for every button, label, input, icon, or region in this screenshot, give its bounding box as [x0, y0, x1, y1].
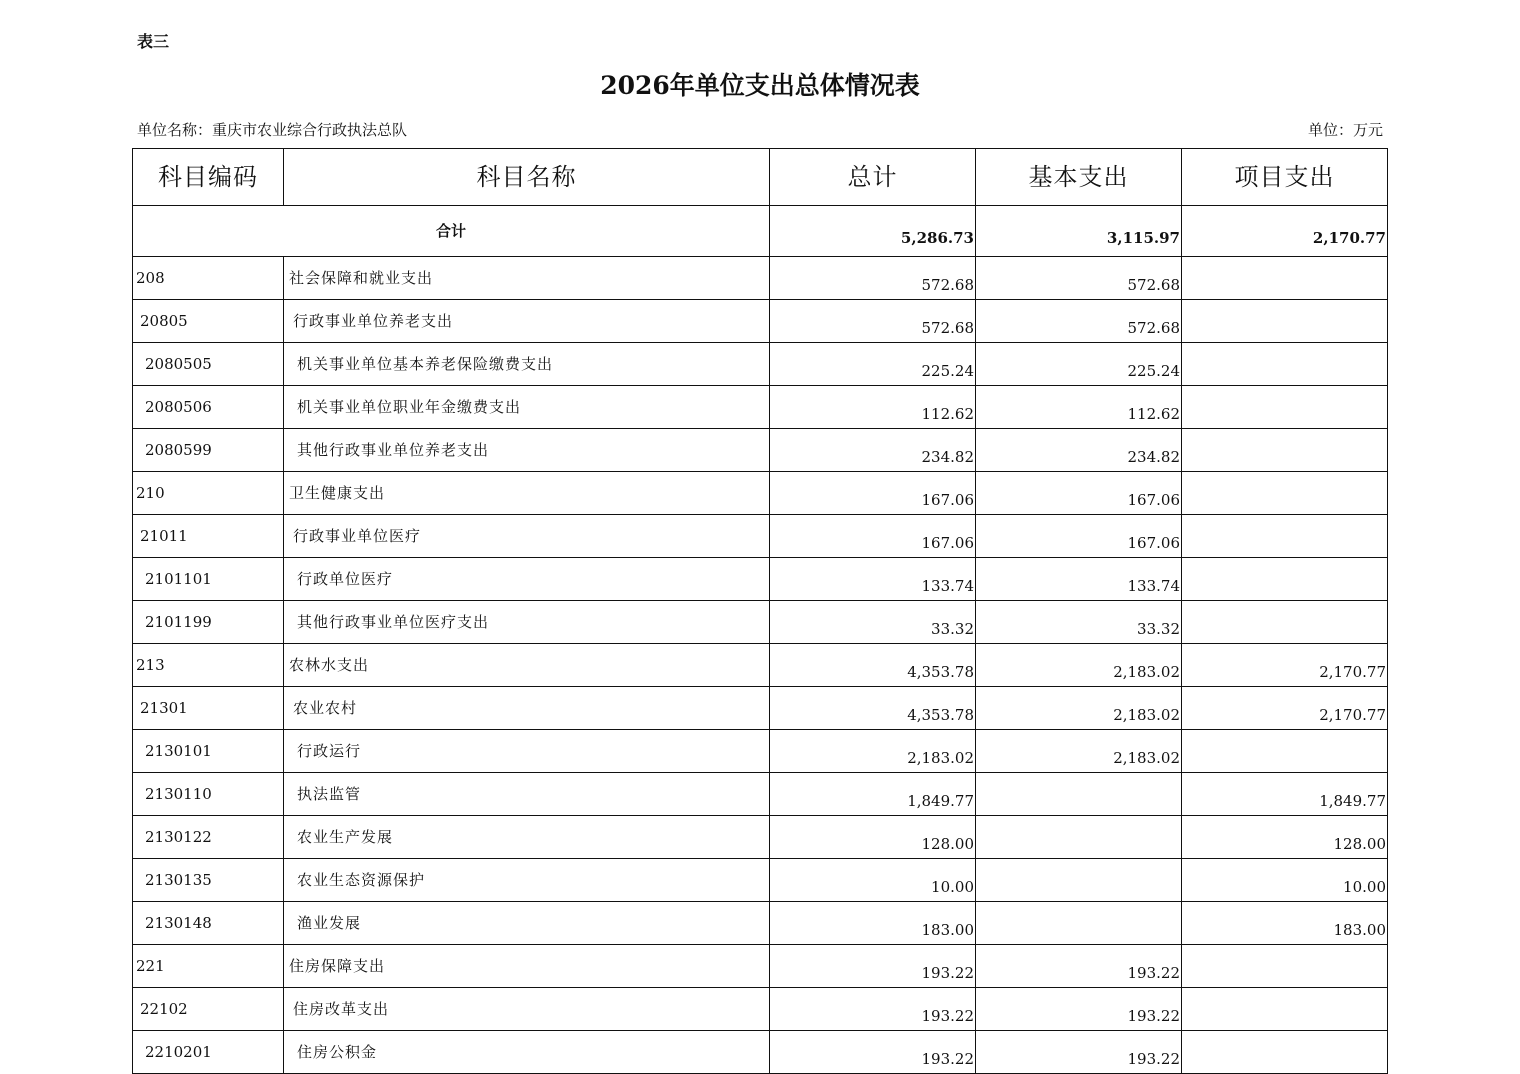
row-basic: 572.68	[976, 257, 1182, 300]
row-basic	[976, 902, 1182, 945]
row-basic: 572.68	[976, 300, 1182, 343]
row-total: 225.24	[770, 343, 976, 386]
table-row	[133, 300, 1388, 343]
row-project	[1182, 472, 1388, 515]
row-project: 2,170.77	[1182, 644, 1388, 687]
row-basic: 2,183.02	[976, 687, 1182, 730]
row-name: 其他行政事业单位养老支出	[284, 429, 770, 472]
table-row	[133, 730, 1388, 773]
row-basic: 2,183.02	[976, 730, 1182, 773]
total-basic: 3,115.97	[976, 206, 1182, 257]
table-number-label: 表三	[137, 32, 170, 51]
row-total: 572.68	[770, 300, 976, 343]
row-code: 213	[133, 644, 284, 687]
row-basic: 133.74	[976, 558, 1182, 601]
unit-name-label: 单位名称：重庆市农业综合行政执法总队	[137, 121, 408, 139]
table-row	[133, 472, 1388, 515]
row-project: 128.00	[1182, 816, 1388, 859]
row-total: 193.22	[770, 945, 976, 988]
row-basic: 193.22	[976, 945, 1182, 988]
row-code: 2130101	[133, 730, 284, 773]
table-row	[133, 386, 1388, 429]
row-code: 2130110	[133, 773, 284, 816]
row-code: 221	[133, 945, 284, 988]
table-row	[133, 601, 1388, 644]
row-basic: 33.32	[976, 601, 1182, 644]
table-row	[133, 429, 1388, 472]
row-basic: 193.22	[976, 988, 1182, 1031]
row-name: 渔业发展	[284, 902, 770, 945]
total-row	[133, 206, 1388, 257]
row-project: 2,170.77	[1182, 687, 1388, 730]
row-code: 21301	[133, 687, 284, 730]
row-basic: 2,183.02	[976, 644, 1182, 687]
row-total: 4,353.78	[770, 644, 976, 687]
row-name: 住房保障支出	[284, 945, 770, 988]
row-total: 167.06	[770, 472, 976, 515]
table-row	[133, 773, 1388, 816]
row-code: 22102	[133, 988, 284, 1031]
row-name: 其他行政事业单位医疗支出	[284, 601, 770, 644]
row-code: 2080505	[133, 343, 284, 386]
row-basic: 167.06	[976, 515, 1182, 558]
header-code: 科目编码	[133, 149, 284, 206]
row-total: 4,353.78	[770, 687, 976, 730]
row-code: 2130135	[133, 859, 284, 902]
row-code: 21011	[133, 515, 284, 558]
row-name: 农林水支出	[284, 644, 770, 687]
row-total: 234.82	[770, 429, 976, 472]
row-total: 2,183.02	[770, 730, 976, 773]
row-name: 卫生健康支出	[284, 472, 770, 515]
row-basic	[976, 816, 1182, 859]
row-name: 农业生产发展	[284, 816, 770, 859]
row-name: 社会保障和就业支出	[284, 257, 770, 300]
table-row	[133, 687, 1388, 730]
total-total: 5,286.73	[770, 206, 976, 257]
row-total: 193.22	[770, 1031, 976, 1074]
row-code: 2080506	[133, 386, 284, 429]
row-project	[1182, 601, 1388, 644]
row-basic: 225.24	[976, 343, 1182, 386]
table-row	[133, 343, 1388, 386]
row-total: 1,849.77	[770, 773, 976, 816]
table-row	[133, 945, 1388, 988]
row-total: 167.06	[770, 515, 976, 558]
row-project	[1182, 515, 1388, 558]
row-code: 2210201	[133, 1031, 284, 1074]
row-code: 2080599	[133, 429, 284, 472]
row-code: 2130122	[133, 816, 284, 859]
row-total: 128.00	[770, 816, 976, 859]
row-name: 农业生态资源保护	[284, 859, 770, 902]
table-row	[133, 644, 1388, 687]
row-project	[1182, 429, 1388, 472]
header-total: 总计	[770, 149, 976, 206]
row-total: 193.22	[770, 988, 976, 1031]
row-total: 133.74	[770, 558, 976, 601]
row-name: 行政运行	[284, 730, 770, 773]
table-row	[133, 257, 1388, 300]
row-name: 农业农村	[284, 687, 770, 730]
row-name: 执法监管	[284, 773, 770, 816]
total-label: 合计	[133, 206, 770, 257]
row-basic: 167.06	[976, 472, 1182, 515]
row-total: 112.62	[770, 386, 976, 429]
row-basic: 234.82	[976, 429, 1182, 472]
row-basic	[976, 859, 1182, 902]
table-header-row	[133, 149, 1388, 206]
row-project: 1,849.77	[1182, 773, 1388, 816]
row-project	[1182, 558, 1388, 601]
row-project: 183.00	[1182, 902, 1388, 945]
row-name: 机关事业单位基本养老保险缴费支出	[284, 343, 770, 386]
page-title: 2026年单位支出总体情况表	[600, 71, 920, 100]
row-project	[1182, 988, 1388, 1031]
table-row	[133, 859, 1388, 902]
row-name: 住房改革支出	[284, 988, 770, 1031]
row-project	[1182, 386, 1388, 429]
row-total: 10.00	[770, 859, 976, 902]
currency-unit-label: 单位：万元	[1307, 121, 1383, 139]
row-project	[1182, 945, 1388, 988]
table-row	[133, 558, 1388, 601]
row-project	[1182, 730, 1388, 773]
row-code: 210	[133, 472, 284, 515]
row-code: 2101199	[133, 601, 284, 644]
table-row	[133, 988, 1388, 1031]
row-project	[1182, 300, 1388, 343]
total-project: 2,170.77	[1182, 206, 1388, 257]
table-row	[133, 902, 1388, 945]
row-code: 20805	[133, 300, 284, 343]
header-project: 项目支出	[1182, 149, 1388, 206]
row-name: 住房公积金	[284, 1031, 770, 1074]
row-code: 2130148	[133, 902, 284, 945]
row-name: 行政单位医疗	[284, 558, 770, 601]
table-row	[133, 515, 1388, 558]
row-basic	[976, 773, 1182, 816]
row-project: 10.00	[1182, 859, 1388, 902]
row-project	[1182, 1031, 1388, 1074]
row-name: 机关事业单位职业年金缴费支出	[284, 386, 770, 429]
row-basic: 112.62	[976, 386, 1182, 429]
row-code: 2101101	[133, 558, 284, 601]
row-basic: 193.22	[976, 1031, 1182, 1074]
row-name: 行政事业单位医疗	[284, 515, 770, 558]
row-total: 572.68	[770, 257, 976, 300]
header-basic: 基本支出	[976, 149, 1182, 206]
row-total: 183.00	[770, 902, 976, 945]
table-row	[133, 816, 1388, 859]
header-name: 科目名称	[284, 149, 770, 206]
row-total: 33.32	[770, 601, 976, 644]
expenditure-table	[132, 148, 1388, 1074]
table-row	[133, 1031, 1388, 1074]
row-code: 208	[133, 257, 284, 300]
row-project	[1182, 343, 1388, 386]
row-name: 行政事业单位养老支出	[284, 300, 770, 343]
row-project	[1182, 257, 1388, 300]
